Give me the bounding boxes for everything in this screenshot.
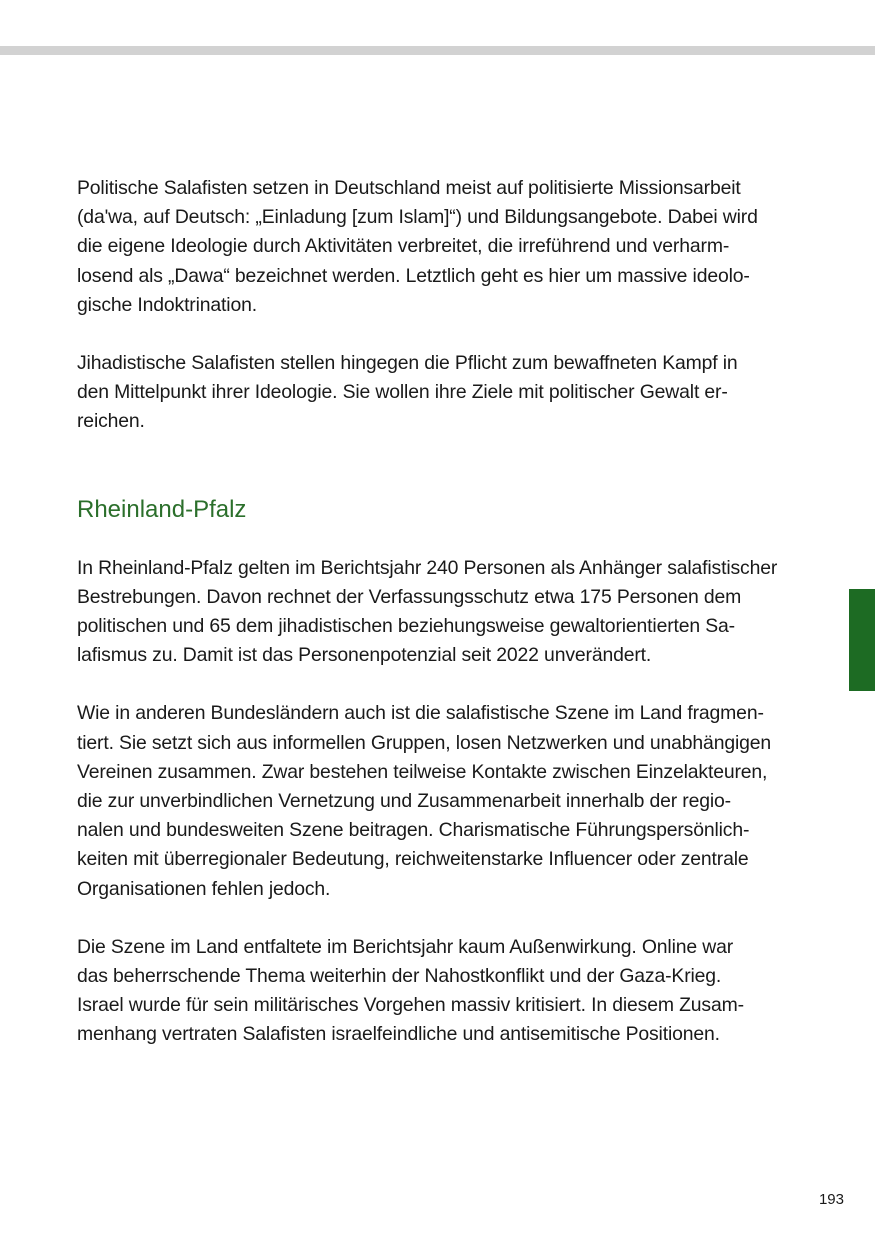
page-content — [77, 174, 797, 1050]
paragraph-gap — [77, 320, 797, 349]
text-line: In Rheinland-Pfalz gelten im Berichtsjahr 240 Personen als Anhänger salafistischer — [77, 556, 778, 579]
paragraph-gap — [77, 904, 797, 933]
text-line: die eigene Ideologie durch Aktivitäten verbreitet, die irreführend und verharm- — [77, 235, 730, 258]
section-paragraph-2 — [77, 699, 797, 903]
text-line: Jihadistische Salafisten stellen hingegen die Pflicht zum bewaffneten Kampf in — [77, 352, 738, 375]
text-line: reichen. — [77, 410, 145, 433]
text-line: Die Szene im Land entfaltete im Berichtsjahr kaum Außenwirkung. Online war — [77, 935, 734, 958]
text-line: den Mittelpunkt ihrer Ideologie. Sie wollen ihre Ziele mit politischer Gewalt er- — [77, 381, 728, 404]
heading-gap — [77, 437, 797, 493]
section-heading: Rheinland-Pfalz — [77, 495, 247, 523]
text-line: gische Indoktrination. — [77, 293, 257, 316]
text-line: Politische Salafisten setzen in Deutschland meist auf politisierte Missionsarbeit — [77, 177, 741, 199]
text-line: Wie in anderen Bundesländern auch ist die salafistische Szene im Land fragmen- — [77, 702, 764, 725]
chapter-tab-marker — [849, 589, 875, 691]
intro-paragraph-2 — [77, 349, 797, 437]
text-line: menhang vertraten Salafisten israelfeindliche und antisemitische Positionen. — [77, 1023, 720, 1046]
intro-paragraph-1 — [77, 174, 797, 320]
text-line: Organisationen fehlen jedoch. — [77, 877, 331, 900]
page-number: 193 — [818, 1191, 844, 1208]
text-line: politischen und 65 dem jihadistischen beziehungsweise gewaltorientierten Sa- — [77, 615, 735, 638]
text-line: das beherrschende Thema weiterhin der Nahostkonflikt und der Gaza-Krieg. — [77, 965, 722, 988]
text-line: Bestrebungen. Davon rechnet der Verfassungsschutz etwa 175 Personen dem — [77, 585, 742, 608]
text-line: lafismus zu. Damit ist das Personenpotenzial seit 2022 unverändert. — [77, 644, 652, 667]
text-line: Israel wurde für sein militärisches Vorgehen massiv kritisiert. In diesem Zusam- — [77, 994, 744, 1017]
text-line: Vereinen zusammen. Zwar bestehen teilweise Kontakte zwischen Einzelakteuren, — [77, 760, 768, 783]
text-line: (da'wa, auf Deutsch: „Einladung [zum Islam]“) und Bildungsangebote. Dabei wird — [77, 206, 758, 229]
heading-gap — [77, 527, 797, 554]
text-line: nalen und bundesweiten Szene beitragen. Charismatische Führungspersönlich- — [77, 819, 750, 842]
text-line: die zur unverbindlichen Vernetzung und Zusammenarbeit innerhalb der regio- — [77, 790, 731, 813]
text-line: losend als „Dawa“ bezeichnet werden. Letztlich geht es hier um massive ideolo- — [77, 264, 750, 287]
section-paragraph-1 — [77, 554, 797, 671]
text-line: tiert. Sie setzt sich aus informellen Gruppen, losen Netzwerken und unabhängigen — [77, 731, 772, 754]
header-rule — [0, 46, 875, 55]
text-line: keiten mit überregionaler Bedeutung, reichweitenstarke Influencer oder zentrale — [77, 848, 749, 871]
section-paragraph-3 — [77, 933, 797, 1050]
paragraph-gap — [77, 670, 797, 699]
